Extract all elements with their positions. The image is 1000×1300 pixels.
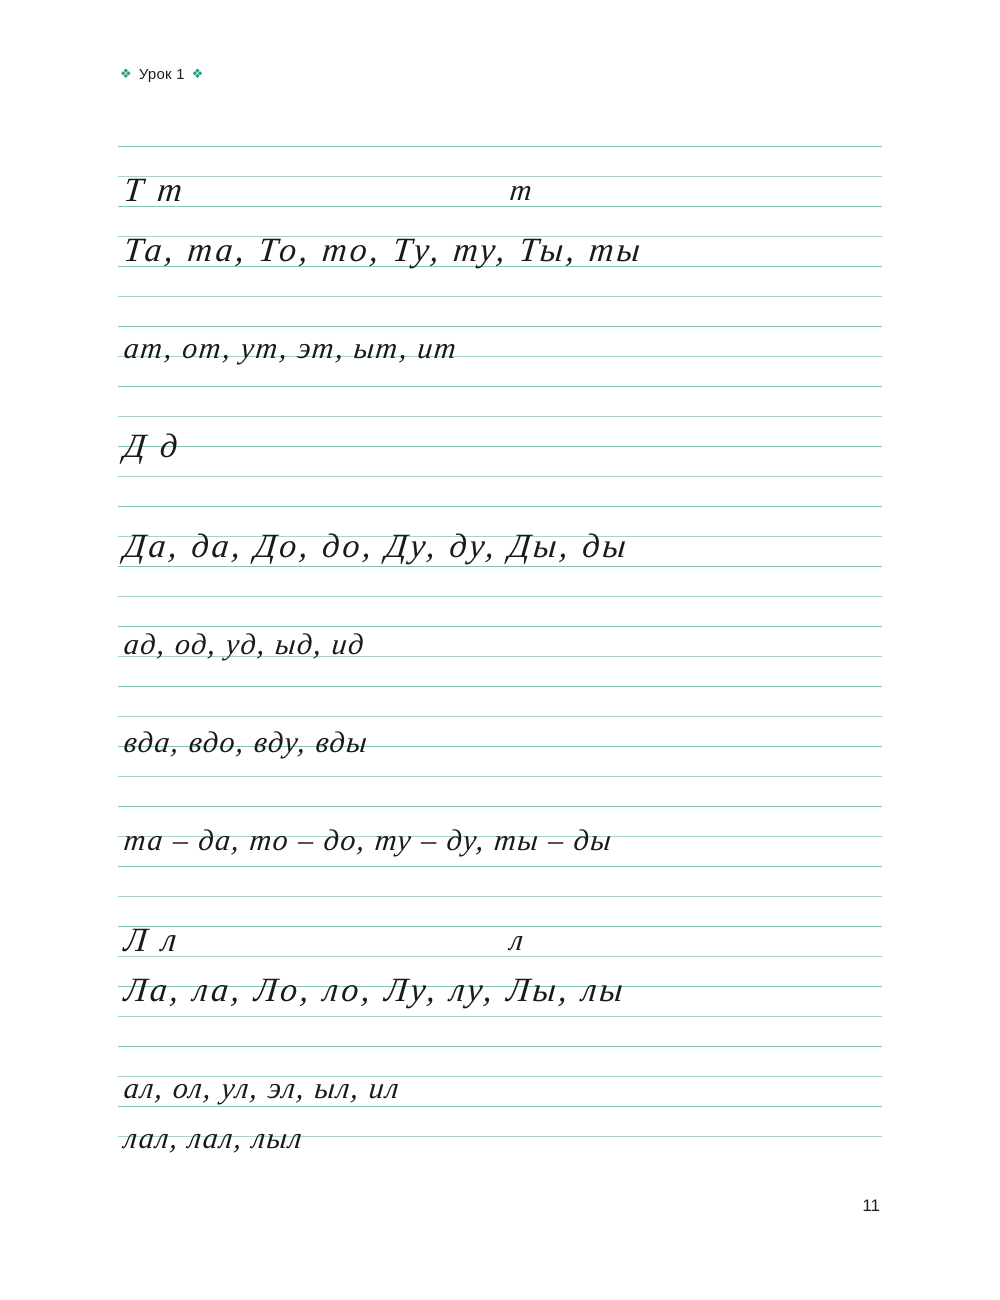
handwriting-line: Т т [122,172,187,209]
handwriting-line: ал, ол, ул, эл, ыл, ил [122,1072,402,1105]
rule-line [118,626,882,627]
rule-line [118,446,882,447]
handwriting-line: л [508,924,526,957]
handwriting-line: Д д [122,428,183,465]
lesson-label: Урок 1 [138,66,185,83]
rule-line [118,956,882,957]
handwriting-line: Л л [122,922,182,959]
handwriting-line: т [508,174,535,207]
rule-line [118,866,882,867]
rule-line [118,1016,882,1017]
rule-line [118,506,882,507]
rule-line [118,146,882,147]
page-header [120,66,204,83]
handwriting-line: ат, от, ут, эт, ыт, ит [122,332,459,365]
rule-line [118,416,882,417]
handwriting-line: вда, вдо, вду, вды [122,726,371,759]
page-number: 11 [862,1196,880,1215]
ruled-writing-area [118,140,882,1155]
handwriting-line: Та, та, То, то, Ту, ту, Ты, ты [122,232,645,269]
rule-line [118,296,882,297]
rule-line [118,326,882,327]
handwriting-line: Ла, ла, Ло, ло, Лу, лу, Лы, лы [122,972,628,1009]
rule-line [118,716,882,717]
rule-line [118,596,882,597]
rule-line [118,1106,882,1107]
rule-line [118,386,882,387]
rule-line [118,926,882,927]
handwriting-line: лал, лал, лыл [122,1122,305,1155]
rule-line [118,806,882,807]
rule-line [118,776,882,777]
ornament-right-icon: ❖ [191,66,204,81]
rule-line [118,176,882,177]
rule-line [118,206,882,207]
rule-line [118,476,882,477]
rule-line [118,686,882,687]
handwriting-line: ад, од, уд, ыд, ид [122,628,367,661]
handwriting-line: Да, да, До, до, Ду, ду, Ды, ды [122,528,631,565]
rule-line [118,896,882,897]
rule-line [118,566,882,567]
ornament-left-icon: ❖ [120,66,132,81]
rule-line [118,1046,882,1047]
handwriting-line: та – да, то – до, ту – ду, ты – ды [122,824,615,857]
